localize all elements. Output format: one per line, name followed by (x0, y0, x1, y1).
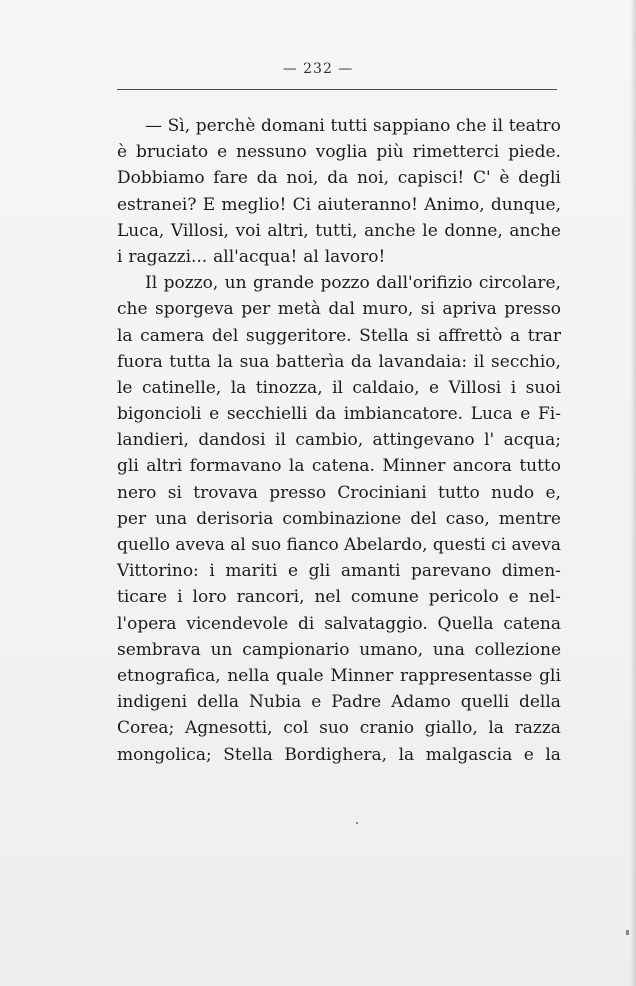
text-line: sembrava un campionario umano, una collezione (117, 639, 561, 660)
paragraph-2 (117, 270, 561, 768)
text-line: mongolica; Stella Bordighera, la malgascia e la (117, 744, 561, 765)
print-speck (356, 822, 358, 824)
text-line: landieri, dandosi il cambio, attingevano l' acqua; (117, 430, 561, 451)
text-line: — Sì, perchè domani tutti sappiano che il teatro (145, 116, 561, 136)
text-line: etnografica, nella quale Minner rappresentasse gli (117, 665, 561, 686)
text-line: per una derisoria combinazione del caso, mentre (117, 508, 561, 529)
text-line: che sporgeva per metà dal muro, si apriva presso (117, 299, 561, 320)
text-line: la camera del suggeritore. Stella si affrettò a trar (117, 325, 561, 346)
text-line: è bruciato e nessuno voglia più rimetterci piede. (117, 142, 561, 163)
header-rule (117, 89, 557, 90)
text-line: Il pozzo, un grande pozzo dall'orifizio circolare, (145, 273, 561, 294)
text-line: Corea; Agnesotti, col suo cranio giallo, la razza (117, 718, 561, 739)
text-line: le catinelle, la tinozza, il caldaio, e Villosi i suoi (117, 377, 561, 398)
print-speck (626, 930, 629, 935)
text-line: Luca, Villosi, voi altri, tutti, anche le donne, anche (117, 220, 561, 241)
text-line: fuora tutta la sua batterìa da lavandaia: il secchio, (117, 351, 561, 372)
text-line: estranei? E meglio! Ci aiuteranno! Animo, dunque, (117, 194, 561, 215)
text-line: nero si trovava presso Crociniani tutto nudo e, (117, 482, 561, 503)
text-line: i ragazzi... all'acqua! al lavoro! (117, 246, 386, 267)
page-number: — 232 — (282, 61, 354, 77)
paragraph-1 (117, 113, 561, 270)
text-line: gli altri formavano la catena. Minner ancora tutto (117, 456, 561, 477)
text-line: Vittorino: i mariti e gli amanti parevano dimen- (117, 561, 561, 582)
text-line: ticare i loro rancori, nel comune pericolo e nel- (117, 587, 561, 608)
page-edge-shadow (630, 0, 636, 986)
text-line: bigoncioli e secchielli da imbiancatore. Luca e Fi- (117, 404, 561, 425)
text-line: Dobbiamo fare da noi, da noi, capisci! C' è degli (117, 168, 561, 189)
text-line: l'opera vicendevole di salvataggio. Quella catena (117, 613, 561, 634)
body-text (117, 113, 561, 768)
text-line: indigeni della Nubia e Padre Adamo quelli della (117, 692, 561, 713)
text-line: quello aveva al suo fianco Abelardo, questi ci aveva (117, 535, 561, 555)
